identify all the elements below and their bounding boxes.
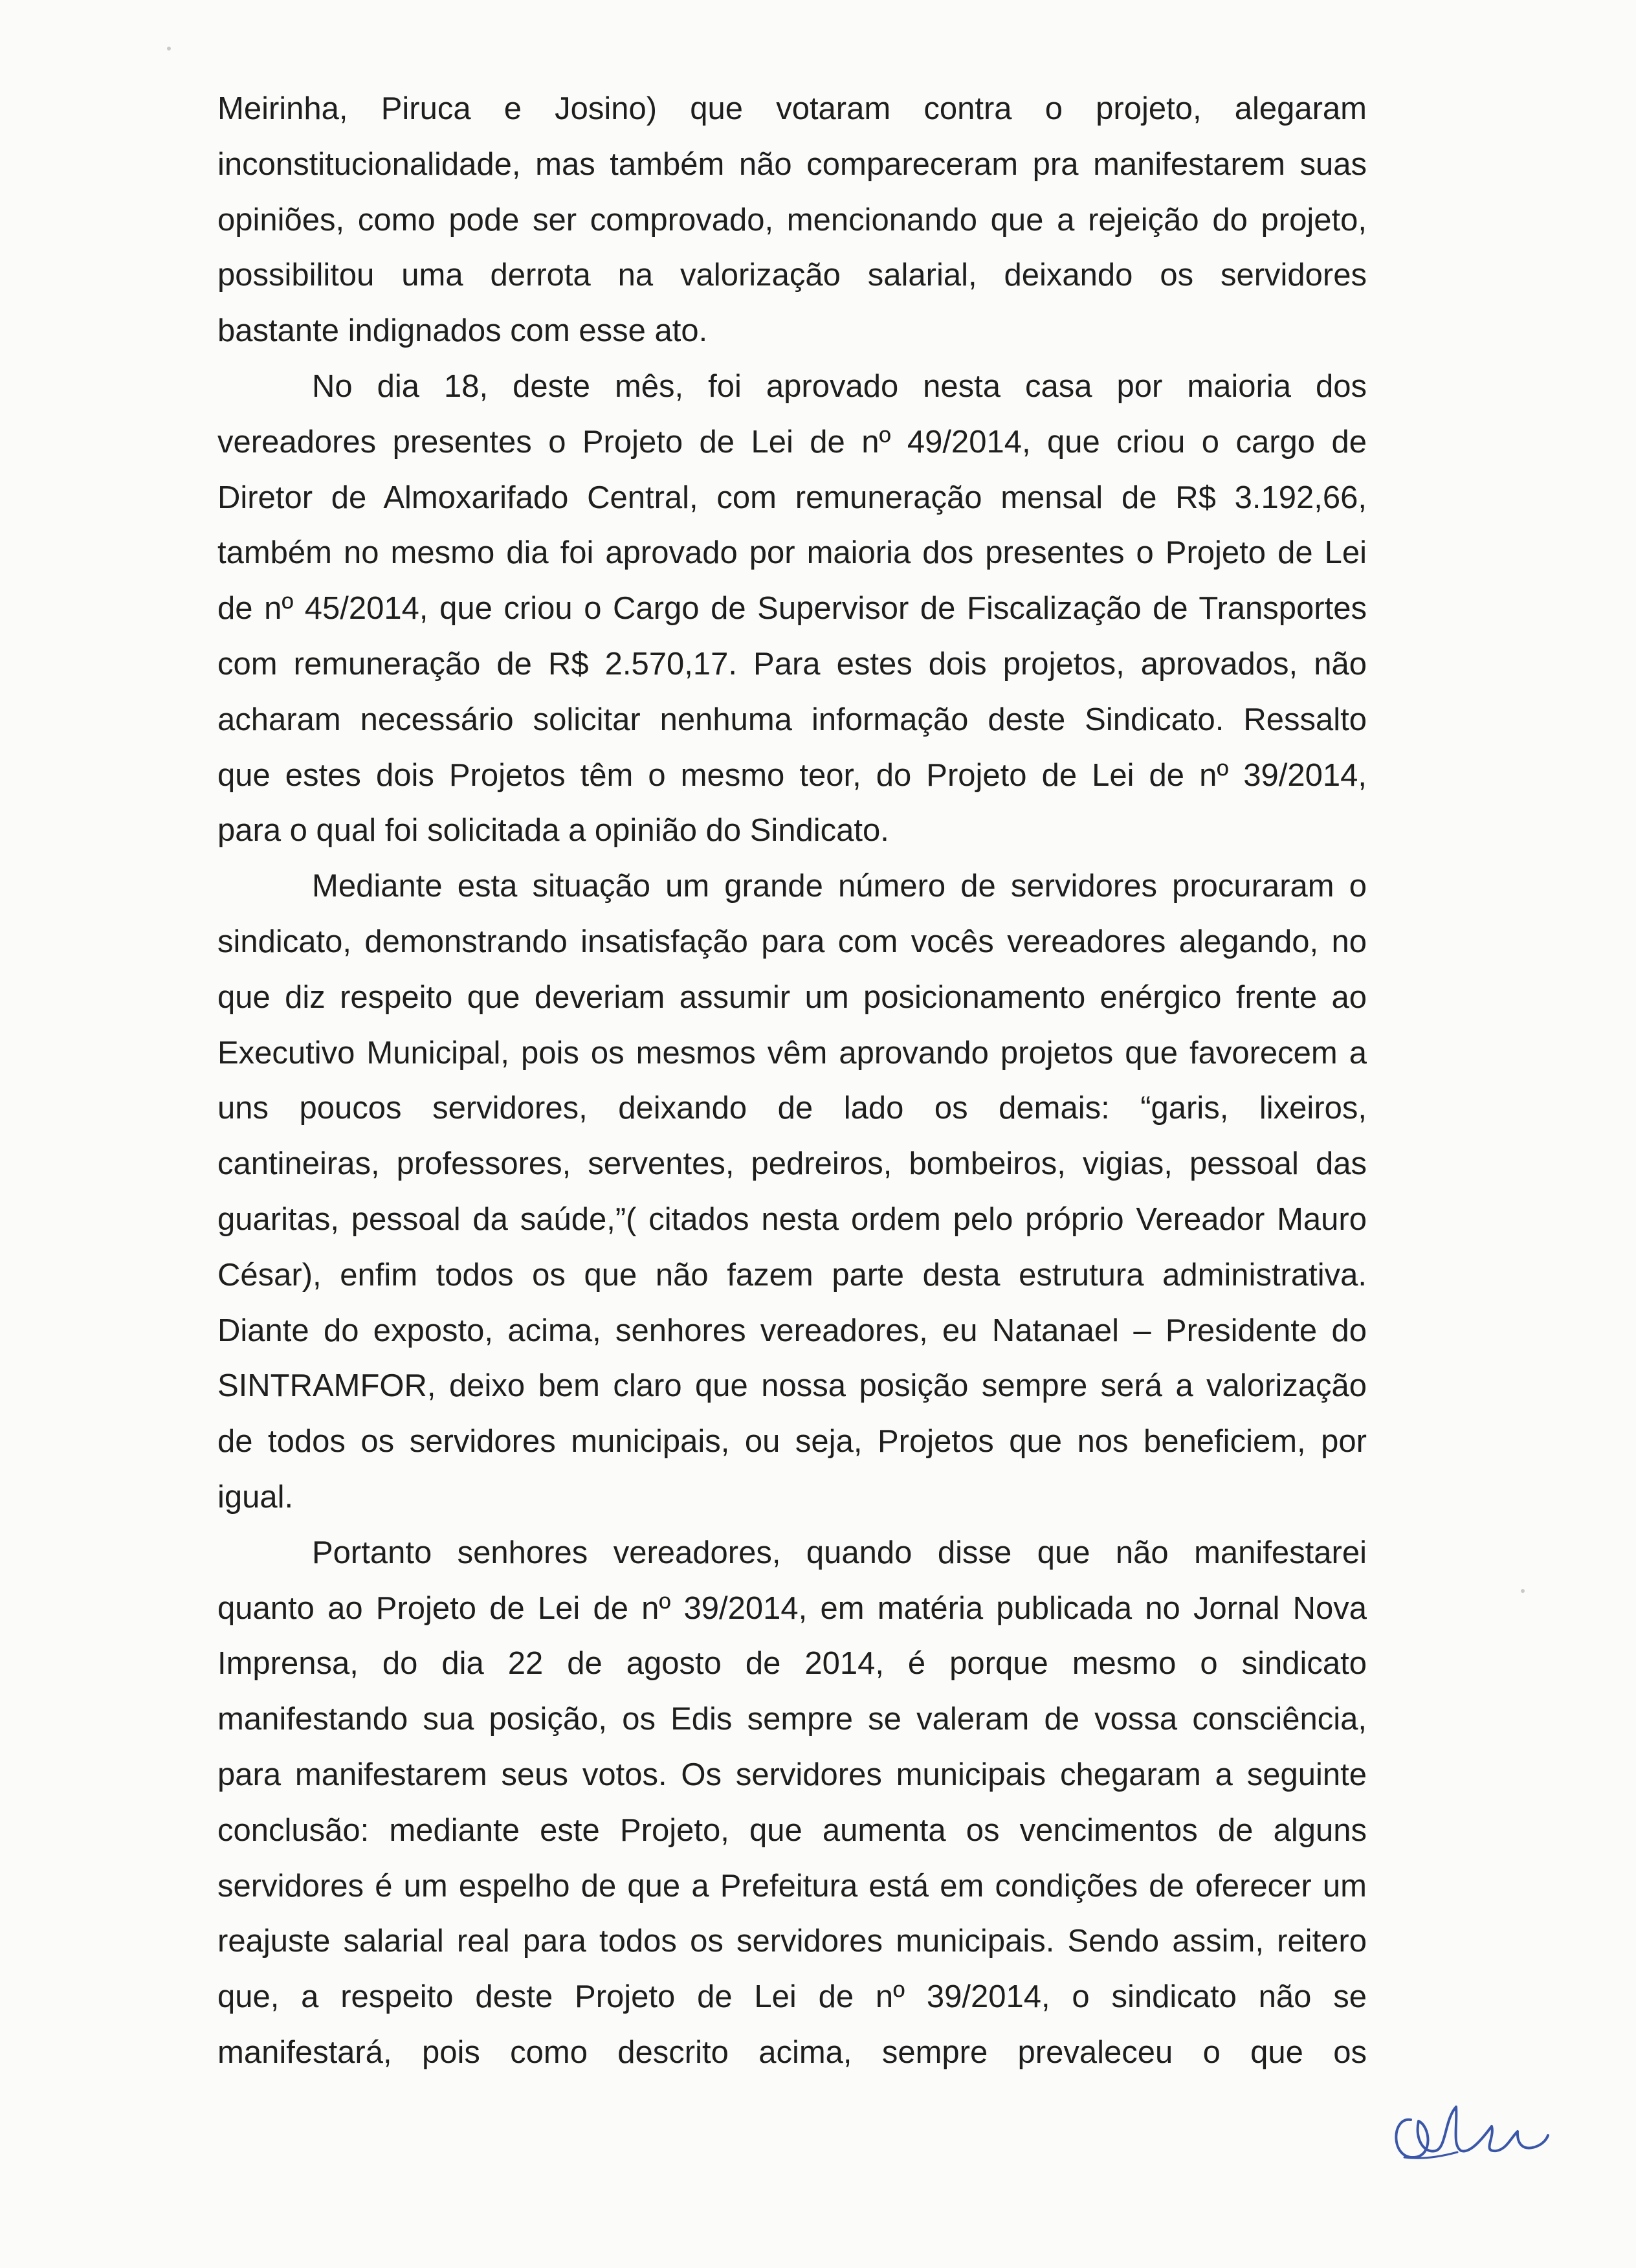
text-line: conclusão: mediante este Projeto, que aumenta os vencimentos de alguns [217, 1812, 1367, 1848]
text-line: guaritas, pessoal da saúde,”( citados nesta ordem pelo próprio Vereador Mauro [217, 1201, 1367, 1237]
text-line: para manifestarem seus votos. Os servidores municipais chegaram a seguinte [217, 1757, 1367, 1792]
scan-speck [167, 47, 171, 50]
text-line: acharam necessário solicitar nenhuma informação deste Sindicato. Ressalto [217, 702, 1367, 737]
text-line: de nº 45/2014, que criou o Cargo de Supervisor de Fiscalização de Transportes [217, 591, 1367, 627]
text-line: uns poucos servidores, deixando de lado os demais: “garis, lixeiros, [217, 1091, 1367, 1126]
text-line: com remuneração de R$ 2.570,17. Para estes dois projetos, aprovados, não [217, 646, 1367, 682]
text-line: bastante indignados com esse ato. [217, 313, 708, 349]
text-line: quanto ao Projeto de Lei de nº 39/2014, em matéria publicada no Jornal Nova [217, 1590, 1367, 1626]
text-line: Meirinha, Piruca e Josino) que votaram contra o projeto, alegaram [217, 91, 1367, 126]
text-line: que, a respeito deste Projeto de Lei de nº 39/2014, o sindicato não se [217, 1979, 1367, 2015]
paragraph-2 [217, 359, 1367, 859]
text-line: Diretor de Almoxarifado Central, com remuneração mensal de R$ 3.192,66, [217, 480, 1367, 515]
text-line: manifestará, pois como descrito acima, sempre prevaleceu o que os [217, 2034, 1367, 2070]
text-line: Imprensa, do dia 22 de agosto de 2014, é porque mesmo o sindicato [217, 1646, 1367, 1682]
document-body [217, 82, 1367, 2081]
scan-speck [1521, 1589, 1525, 1593]
text-line: cantineiras, professores, serventes, pedreiros, bombeiros, vigias, pessoal das [217, 1146, 1367, 1182]
text-line: César), enfim todos os que não fazem parte desta estrutura administrativa. [217, 1257, 1367, 1293]
text-line: para o qual foi solicitada a opinião do Sindicato. [217, 813, 889, 849]
text-line: igual. [217, 1479, 294, 1515]
text-line: que estes dois Projetos têm o mesmo teor, do Projeto de Lei de nº 39/2014, [217, 757, 1367, 793]
text-line: vereadores presentes o Projeto de Lei de nº 49/2014, que criou o cargo de [217, 424, 1367, 460]
text-line: possibilitou uma derrota na valorização salarial, deixando os servidores [217, 258, 1367, 293]
text-line: sindicato, demonstrando insatisfação para com vocês vereadores alegando, no [217, 924, 1367, 959]
paragraph-4 [217, 1526, 1367, 2081]
text-line: Executivo Municipal, pois os mesmos vêm aprovando projetos que favorecem a [217, 1035, 1367, 1071]
text-line: de todos os servidores municipais, ou seja, Projetos que nos beneficiem, por [217, 1424, 1367, 1460]
text-line: manifestando sua posição, os Edis sempre se valeram de vossa consciência, [217, 1702, 1367, 1737]
text-line: servidores é um espelho de que a Prefeitura está em condições de oferecer um [217, 1868, 1367, 1904]
text-line: inconstitucionalidade, mas também não compareceram pra manifestarem suas [217, 146, 1367, 182]
text-line: SINTRAMFOR, deixo bem claro que nossa posição sempre será a valorização [217, 1368, 1367, 1404]
text-line: reajuste salarial real para todos os servidores municipais. Sendo assim, reitero [217, 1924, 1367, 1959]
text-line: que diz respeito que deveriam assumir um posicionamento enérgico frente ao [217, 979, 1367, 1015]
signature-initials [1385, 2081, 1553, 2178]
text-line: Diante do exposto, acima, senhores vereadores, eu Natanael – Presidente do [217, 1313, 1367, 1348]
paragraph-3 [217, 859, 1367, 1526]
text-line: também no mesmo dia foi aprovado por maioria dos presentes o Projeto de Lei [217, 535, 1367, 571]
text-line: No dia 18, deste mês, foi aprovado nesta casa por maioria dos [312, 368, 1367, 404]
text-line: Portanto senhores vereadores, quando disse que não manifestarei [312, 1535, 1367, 1570]
paragraph-1 [217, 82, 1367, 359]
text-line: Mediante esta situação um grande número de servidores procuraram o [312, 869, 1367, 904]
text-line: opiniões, como pode ser comprovado, mencionando que a rejeição do projeto, [217, 202, 1367, 238]
